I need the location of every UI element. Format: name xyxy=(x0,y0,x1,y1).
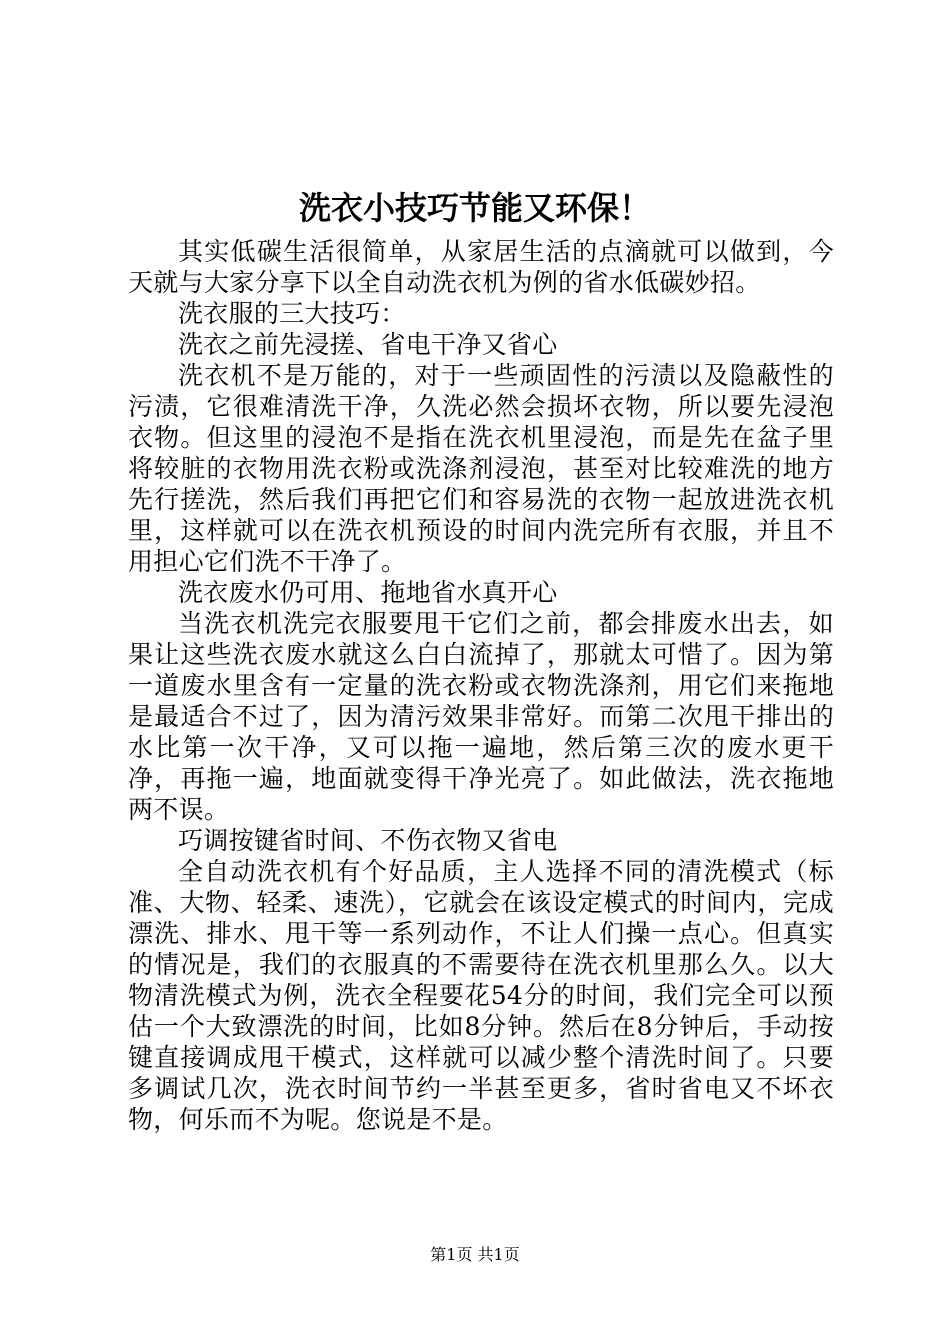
paragraph-tip1-body: 洗衣机不是万能的，对于一些顽固性的污渍以及隐蔽性的污渍，它很难清洗干净，久洗必然会损坏衣物，所以要先浸泡衣物。但这里的浸泡不是指在洗衣机里浸泡，而是先在盆子里将较脏的衣物用洗衣粉或洗涤剂浸泡，甚至对比较难洗的地方先行搓洗，然后我们再把它们和容易洗的衣物一起放进洗衣机里，这样就可以在洗衣机预设的时间内洗完所有衣服，并且不用担心它们洗不干净了。 xyxy=(128,361,834,576)
paragraph-tip3-body: 全自动洗衣机有个好品质，主人选择不同的清洗模式（标准、大物、轻柔、速洗），它就会在该设定模式的时间内，完成漂洗、排水、甩干等一系列动作，不让人们操一点心。但真实的情况是，我们的衣服真的不需要待在洗衣机里那么久。以大物清洗模式为例，洗衣全程要花54分的时间，我们完全可以预估一个大致漂洗的时间，比如8分钟。然后在8分钟后，手动按键直接调成甩干模式，这样就可以减少整个清洗时间了。只要多调试几次，洗衣时间节约一半甚至更多，省时省电又不坏衣物，何乐而不为呢。您说是不是。 xyxy=(128,857,834,1134)
paragraph-tip1-heading: 洗衣之前先浸搓、省电干净又省心 xyxy=(178,330,558,359)
paragraph-tip2-heading: 洗衣废水仍可用、拖地省水真开心 xyxy=(178,578,558,607)
paragraph-tip3-heading: 巧调按键省时间、不伤衣物又省电 xyxy=(178,826,558,855)
page-footer: 第1页 共1页 xyxy=(430,1245,520,1264)
document-title: 洗衣小技巧节能又环保！ xyxy=(298,189,651,227)
paragraph-tips-heading: 洗衣服的三大技巧： xyxy=(178,299,406,328)
paragraph-tip2-body: 当洗衣机洗完衣服要甩干它们之前，都会排废水出去，如果让这些洗衣废水就这么白白流掉了，那就太可惜了。因为第一道废水里含有一定量的洗衣粉或衣物洗涤剂，用它们来拖地是最适合不过了，因为清污效果非常好。而第二次甩干排出的水比第一次干净，又可以拖一遍地，然后第三次的废水更干净，再拖一遍，地面就变得干净光亮了。如此做法，洗衣拖地两不误。 xyxy=(128,609,834,824)
paragraph-intro: 其实低碳生活很简单，从家居生活的点滴就可以做到，今天就与大家分享下以全自动洗衣机为例的省水低碳妙招。 xyxy=(128,237,834,297)
document-body xyxy=(128,236,834,1135)
